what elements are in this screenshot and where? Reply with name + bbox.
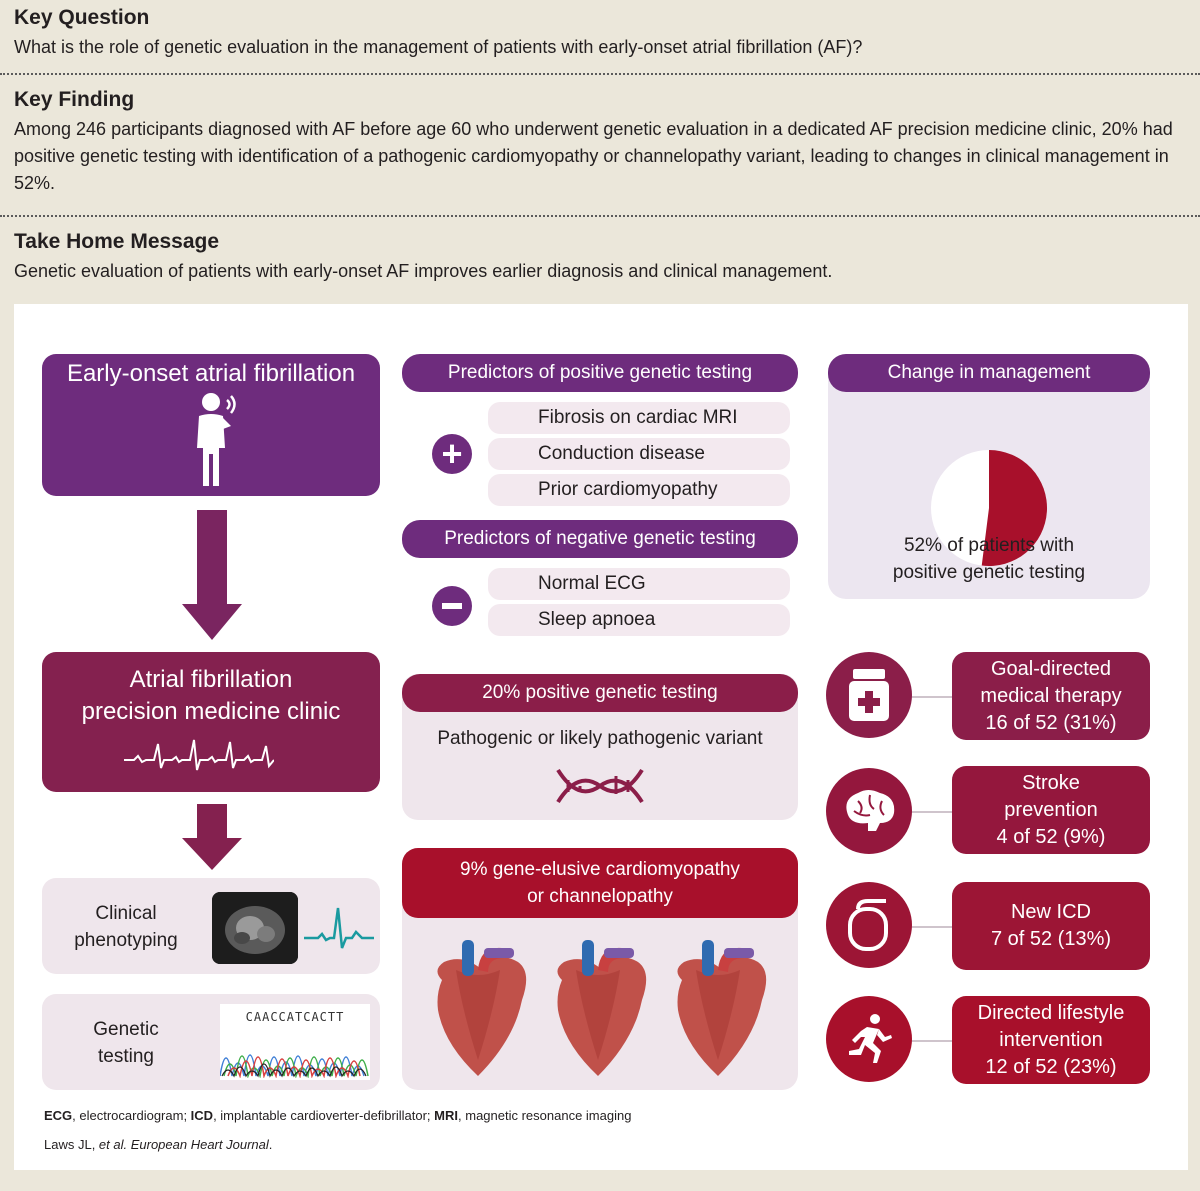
negative-predictor-item: Sleep apnoea <box>488 604 790 636</box>
icd-device-icon <box>826 882 912 968</box>
take-home-text: Genetic evaluation of patients with early-onset AF improves earlier diagnosis and clinical management. <box>14 261 833 281</box>
genetic-testing-label: Genetic testing <box>93 1019 159 1067</box>
dna-sequence-text: CAACCATCACTT <box>245 1010 345 1024</box>
change-management-title: Change in management <box>828 354 1150 392</box>
positive-predictors-title: Predictors of positive genetic testing <box>402 354 798 392</box>
positive-predictor-item: Fibrosis on cardiac MRI <box>488 402 790 434</box>
patient-icon <box>185 392 241 488</box>
af-clinic-box <box>42 652 380 792</box>
key-finding-section <box>14 88 1186 197</box>
outcome-stroke-box: Stroke prevention 4 of 52 (9%) <box>952 766 1150 854</box>
running-person-icon <box>826 996 912 1082</box>
outcome-goal-directed-box: Goal-directed medical therapy 16 of 52 (31%) <box>952 652 1150 740</box>
key-question-section <box>14 6 1186 61</box>
variant-text: Pathogenic or likely pathogenic variant <box>437 728 763 749</box>
key-question-text: What is the role of genetic evaluation in the management of patients with early-onset atrial fibrillation (AF)? <box>14 37 863 57</box>
heart-icon <box>437 940 526 1076</box>
early-onset-af-label: Early-onset atrial fibrillation <box>66 360 356 387</box>
positive-testing-title: 20% positive genetic testing <box>402 674 798 712</box>
divider <box>0 73 1200 75</box>
positive-predictor-item: Conduction disease <box>488 438 790 470</box>
dna-icon <box>556 766 644 806</box>
arrow-down-icon <box>182 838 242 870</box>
af-clinic-label: Atrial fibrillation precision medicine clinic <box>81 666 341 725</box>
medicine-bottle-icon <box>826 652 912 738</box>
arrow-down-icon <box>182 604 242 640</box>
divider <box>0 215 1200 217</box>
outcome-icd-box: New ICD 7 of 52 (13%) <box>952 882 1150 970</box>
key-finding-text: Among 246 participants diagnosed with AF before age 60 who underwent genetic evaluation in a dedicated AF precision medicine clinic, 20% had positive genetic testing with identification of a pathogenic cardiomyopathy or channelopathy variant, leading to changes in clinical management in 52%. <box>14 119 1173 193</box>
graphical-abstract-panel <box>14 304 1188 1170</box>
clinical-phenotyping-label: Clinical phenotyping <box>74 903 178 951</box>
heart-illustrations <box>422 940 778 1080</box>
take-home-section <box>14 230 1186 285</box>
heart-icon <box>677 940 766 1076</box>
negative-predictors-title: Predictors of negative genetic testing <box>402 520 798 558</box>
abbreviations: ECG, electrocardiogram; ICD, implantable cardioverter-defibrillator; MRI, magnetic resonance imaging <box>44 1108 632 1123</box>
cardiac-mri-image <box>212 892 298 964</box>
key-question-title: Key Question <box>14 6 150 29</box>
take-home-title: Take Home Message <box>14 230 220 253</box>
positive-predictor-item: Prior cardiomyopathy <box>488 474 790 506</box>
negative-predictor-item: Normal ECG <box>488 568 790 600</box>
key-finding-title: Key Finding <box>14 88 135 111</box>
early-onset-af-box <box>42 354 380 496</box>
outcome-lifestyle-box: Directed lifestyle intervention 12 of 52 (23%) <box>952 996 1150 1084</box>
brain-icon <box>826 768 912 854</box>
clinical-phenotyping-box <box>42 878 380 974</box>
arrow-shaft <box>197 510 227 610</box>
citation: Laws JL, et al. European Heart Journal. <box>44 1137 273 1152</box>
gene-elusive-title: 9% gene-elusive cardiomyopathy or channelopathy <box>402 848 798 918</box>
ecg-beat-icon <box>304 904 374 952</box>
minus-icon <box>432 586 472 626</box>
arrow-shaft <box>197 804 227 842</box>
ecg-trace-icon <box>124 736 274 774</box>
genetic-testing-box <box>42 994 380 1090</box>
chromatogram-image <box>220 1004 370 1080</box>
heart-icon <box>557 940 646 1076</box>
change-management-text: 52% of patients with positive genetic testing <box>892 535 1086 583</box>
plus-icon: + <box>432 434 472 474</box>
